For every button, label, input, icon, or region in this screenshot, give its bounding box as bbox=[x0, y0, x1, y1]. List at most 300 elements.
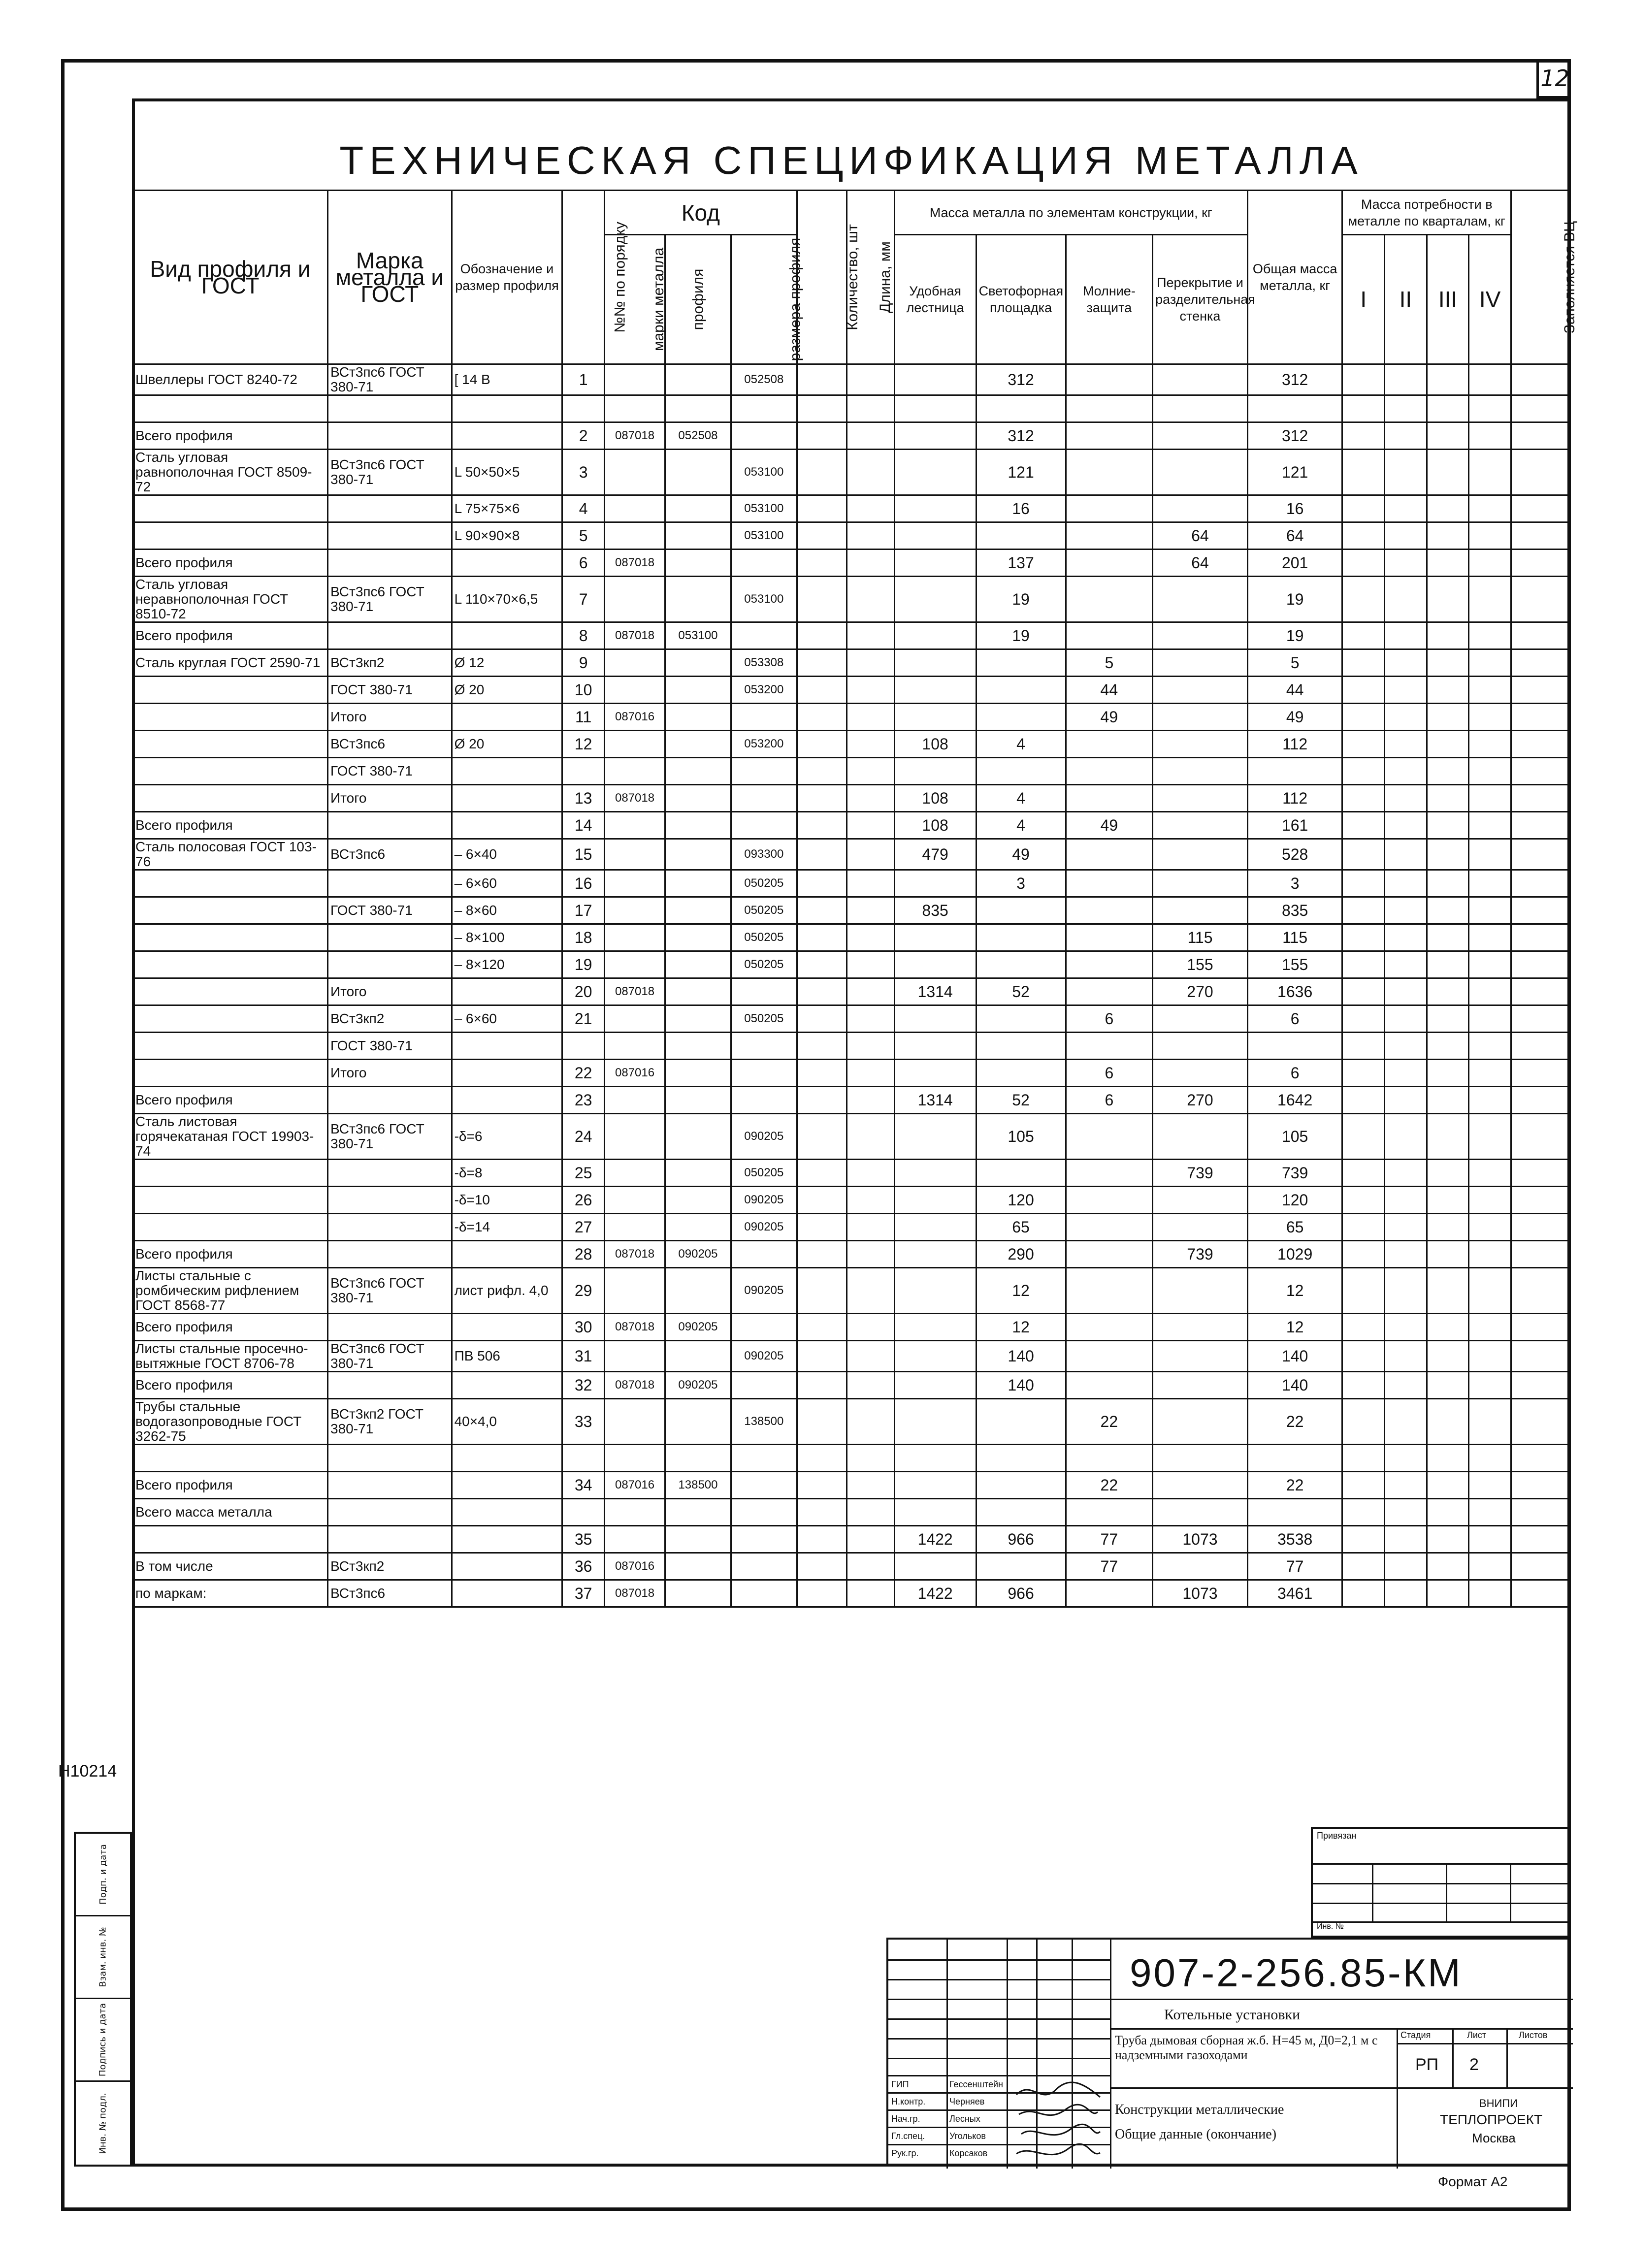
cell-nn: 26 bbox=[562, 1187, 605, 1214]
cell-s bbox=[976, 1033, 1066, 1060]
object-name: Котельные установки bbox=[1164, 2007, 1301, 2023]
cell-kp bbox=[665, 1341, 731, 1372]
cell-marka: Итого bbox=[328, 978, 452, 1005]
cell-marka bbox=[328, 522, 452, 550]
cell-o bbox=[1247, 1499, 1342, 1526]
cell-km: 087018 bbox=[604, 1580, 665, 1607]
cell-kp bbox=[665, 395, 731, 422]
cell-nn bbox=[562, 1499, 605, 1526]
inv-no-label: Инв. № bbox=[1317, 1922, 1344, 1931]
cell-vid: Сталь круглая ГОСТ 2590-71 bbox=[133, 649, 328, 677]
cell-s: 966 bbox=[976, 1526, 1066, 1553]
header-nn: №№ по порядку bbox=[562, 191, 605, 364]
cell-p bbox=[1153, 1472, 1248, 1499]
cell-empty bbox=[1342, 704, 1385, 731]
cell-marka: ВСт3пс6 ГОСТ 380-71 bbox=[328, 577, 452, 622]
cell-marka: ГОСТ 380-71 bbox=[328, 677, 452, 704]
cell-empty bbox=[1427, 1445, 1469, 1472]
cell-kp bbox=[665, 978, 731, 1005]
cell-empty bbox=[1427, 704, 1469, 731]
cell-empty bbox=[1511, 395, 1570, 422]
cell-empty bbox=[797, 577, 847, 622]
cell-m bbox=[1066, 577, 1153, 622]
cell-empty bbox=[1427, 1472, 1469, 1499]
cell-vid bbox=[133, 978, 328, 1005]
cell-km bbox=[604, 1114, 665, 1160]
cell-nn: 7 bbox=[562, 577, 605, 622]
cell-empty bbox=[1427, 731, 1469, 758]
cell-empty bbox=[1385, 677, 1427, 704]
cell-nn: 5 bbox=[562, 522, 605, 550]
table-row bbox=[133, 1005, 1570, 1033]
cell-s bbox=[976, 758, 1066, 785]
cell-vid: Всего профиля bbox=[133, 550, 328, 577]
cell-km bbox=[604, 839, 665, 870]
table-row bbox=[133, 978, 1570, 1005]
cell-empty bbox=[1385, 839, 1427, 870]
cell-empty bbox=[1469, 522, 1511, 550]
inventory-label: Н10214 bbox=[58, 1762, 117, 1781]
cell-vid bbox=[133, 924, 328, 951]
cell-nn: 16 bbox=[562, 870, 605, 897]
cell-kp bbox=[665, 550, 731, 577]
cell-m bbox=[1066, 1033, 1153, 1060]
cell-p bbox=[1153, 897, 1248, 924]
cell-u bbox=[894, 870, 976, 897]
cell-oboz: ПВ 506 bbox=[452, 1341, 562, 1372]
header-vid: Вид профиля и ГОСТ bbox=[133, 191, 328, 364]
cell-km: 087018 bbox=[604, 785, 665, 812]
cell-empty bbox=[1342, 951, 1385, 978]
cell-o: 3538 bbox=[1247, 1526, 1342, 1553]
cell-empty bbox=[1427, 1160, 1469, 1187]
cell-empty bbox=[1385, 1005, 1427, 1033]
cell-km bbox=[604, 1526, 665, 1553]
cell-empty bbox=[1427, 1399, 1469, 1445]
cell-o: 112 bbox=[1247, 785, 1342, 812]
cell-empty bbox=[1469, 577, 1511, 622]
cell-o bbox=[1247, 758, 1342, 785]
cell-empty bbox=[797, 924, 847, 951]
cell-nn bbox=[562, 758, 605, 785]
cell-km bbox=[604, 1214, 665, 1241]
cell-kp bbox=[665, 1160, 731, 1187]
cell-u bbox=[894, 1553, 976, 1580]
table-row bbox=[133, 395, 1570, 422]
cell-empty bbox=[797, 1399, 847, 1445]
cell-u bbox=[894, 1241, 976, 1268]
cell-empty bbox=[1342, 1499, 1385, 1526]
cell-empty bbox=[1511, 677, 1570, 704]
table-row bbox=[133, 550, 1570, 577]
cell-oboz: L 90×90×8 bbox=[452, 522, 562, 550]
cell-u: 108 bbox=[894, 812, 976, 839]
cell-empty bbox=[1427, 1214, 1469, 1241]
cell-km bbox=[604, 450, 665, 495]
cell-empty bbox=[1511, 704, 1570, 731]
cell-m: 77 bbox=[1066, 1526, 1153, 1553]
cell-km: 087018 bbox=[604, 1241, 665, 1268]
cell-nn: 35 bbox=[562, 1526, 605, 1553]
cell-s: 966 bbox=[976, 1580, 1066, 1607]
cell-o: 64 bbox=[1247, 522, 1342, 550]
cell-empty bbox=[1511, 924, 1570, 951]
cell-empty bbox=[1342, 649, 1385, 677]
cell-empty bbox=[847, 978, 894, 1005]
cell-m bbox=[1066, 1499, 1153, 1526]
cell-empty bbox=[797, 870, 847, 897]
cell-kp bbox=[665, 704, 731, 731]
cell-marka: ВСт3пс6 ГОСТ 380-71 bbox=[328, 450, 452, 495]
cell-empty bbox=[1342, 1214, 1385, 1241]
stadiya-value: РП bbox=[1415, 2055, 1439, 2074]
cell-o: 65 bbox=[1247, 1214, 1342, 1241]
cell-empty bbox=[1385, 951, 1427, 978]
cell-s bbox=[976, 951, 1066, 978]
cell-empty bbox=[1342, 1114, 1385, 1160]
cell-empty bbox=[797, 1187, 847, 1214]
cell-empty bbox=[1469, 924, 1511, 951]
cell-o: 835 bbox=[1247, 897, 1342, 924]
cell-s: 312 bbox=[976, 422, 1066, 450]
cell-nn: 1 bbox=[562, 364, 605, 395]
cell-empty bbox=[1427, 677, 1469, 704]
listov-label: Листов bbox=[1519, 2030, 1548, 2040]
cell-vid: Всего масса металла bbox=[133, 1499, 328, 1526]
cell-oboz: Ø 20 bbox=[452, 677, 562, 704]
cell-empty bbox=[1342, 1580, 1385, 1607]
cell-oboz: – 6×60 bbox=[452, 870, 562, 897]
cell-empty bbox=[847, 395, 894, 422]
cell-nn: 20 bbox=[562, 978, 605, 1005]
cell-empty bbox=[847, 1399, 894, 1445]
cell-p: 64 bbox=[1153, 522, 1248, 550]
cell-empty bbox=[1511, 1553, 1570, 1580]
cell-empty bbox=[1511, 422, 1570, 450]
cell-vid: Сталь листовая горячекатаная ГОСТ 19903-74 bbox=[133, 1114, 328, 1160]
cell-u bbox=[894, 1114, 976, 1160]
table-row bbox=[133, 577, 1570, 622]
cell-kr: 053100 bbox=[731, 577, 797, 622]
cell-o bbox=[1247, 1445, 1342, 1472]
cell-empty bbox=[1385, 924, 1427, 951]
cell-marka bbox=[328, 1314, 452, 1341]
cell-nn: 27 bbox=[562, 1214, 605, 1241]
cell-u: 108 bbox=[894, 785, 976, 812]
cell-marka bbox=[328, 1526, 452, 1553]
cell-s: 4 bbox=[976, 731, 1066, 758]
cell-empty bbox=[1385, 1060, 1427, 1087]
cell-nn bbox=[562, 395, 605, 422]
cell-km bbox=[604, 577, 665, 622]
spec-table bbox=[132, 190, 1578, 1608]
table-row bbox=[133, 1160, 1570, 1187]
cell-kr: 053200 bbox=[731, 731, 797, 758]
table-row bbox=[133, 1580, 1570, 1607]
cell-p bbox=[1153, 1314, 1248, 1341]
cell-marka: ВСт3кп2 bbox=[328, 1553, 452, 1580]
cell-kr: 053100 bbox=[731, 522, 797, 550]
cell-marka bbox=[328, 1214, 452, 1241]
cell-empty bbox=[1385, 550, 1427, 577]
cell-empty bbox=[1427, 1060, 1469, 1087]
table-row bbox=[133, 1087, 1570, 1114]
cell-marka bbox=[328, 1160, 452, 1187]
cell-vid bbox=[133, 870, 328, 897]
cell-empty bbox=[1385, 978, 1427, 1005]
cell-m: 6 bbox=[1066, 1087, 1153, 1114]
cell-nn: 23 bbox=[562, 1087, 605, 1114]
cell-o: 140 bbox=[1247, 1372, 1342, 1399]
org-line2: ТЕПЛОПРОЕКТ bbox=[1440, 2112, 1543, 2127]
cell-u bbox=[894, 364, 976, 395]
cell-empty bbox=[1469, 1005, 1511, 1033]
cell-empty bbox=[1427, 1187, 1469, 1214]
cell-p bbox=[1153, 1060, 1248, 1087]
cell-u bbox=[894, 577, 976, 622]
cell-km bbox=[604, 924, 665, 951]
cell-p bbox=[1153, 870, 1248, 897]
cell-oboz: Ø 12 bbox=[452, 649, 562, 677]
cell-u bbox=[894, 1499, 976, 1526]
cell-oboz: -δ=14 bbox=[452, 1214, 562, 1241]
table-row bbox=[133, 422, 1570, 450]
cell-marka bbox=[328, 1499, 452, 1526]
cell-p bbox=[1153, 812, 1248, 839]
cell-u bbox=[894, 1268, 976, 1314]
cell-u bbox=[894, 758, 976, 785]
cell-vid: Всего профиля bbox=[133, 622, 328, 649]
cell-empty bbox=[847, 677, 894, 704]
cell-empty bbox=[797, 364, 847, 395]
cell-u bbox=[894, 395, 976, 422]
cell-empty bbox=[847, 1060, 894, 1087]
cell-kp bbox=[665, 1399, 731, 1445]
cell-empty bbox=[847, 1499, 894, 1526]
cell-empty bbox=[1427, 1526, 1469, 1553]
cell-empty bbox=[847, 1087, 894, 1114]
cell-oboz bbox=[452, 550, 562, 577]
cell-s bbox=[976, 1399, 1066, 1445]
cell-nn: 8 bbox=[562, 622, 605, 649]
cell-nn: 34 bbox=[562, 1472, 605, 1499]
cell-kp bbox=[665, 495, 731, 522]
cell-kp bbox=[665, 649, 731, 677]
cell-u bbox=[894, 1341, 976, 1372]
cell-marka: ГОСТ 380-71 bbox=[328, 897, 452, 924]
cell-vid bbox=[133, 731, 328, 758]
cell-s bbox=[976, 522, 1066, 550]
cell-empty bbox=[797, 1005, 847, 1033]
cell-empty bbox=[847, 758, 894, 785]
cell-empty bbox=[1342, 1399, 1385, 1445]
cell-empty bbox=[1469, 1341, 1511, 1372]
cell-marka: ВСт3пс6 ГОСТ 380-71 bbox=[328, 1268, 452, 1314]
cell-vid bbox=[133, 1445, 328, 1472]
header-svetofor: Светофорная площадка bbox=[976, 235, 1066, 364]
cell-empty bbox=[1342, 364, 1385, 395]
table-row bbox=[133, 1214, 1570, 1241]
cell-marka bbox=[328, 1472, 452, 1499]
cell-empty bbox=[1469, 422, 1511, 450]
cell-km bbox=[604, 870, 665, 897]
header-dlina: Длина, мм bbox=[847, 191, 894, 364]
cell-m bbox=[1066, 622, 1153, 649]
cell-marka: ВСт3пс6 ГОСТ 380-71 bbox=[328, 364, 452, 395]
cell-empty bbox=[1469, 1553, 1511, 1580]
cell-p bbox=[1153, 450, 1248, 495]
cell-empty bbox=[1511, 622, 1570, 649]
cell-nn: 2 bbox=[562, 422, 605, 450]
strip-cell: Инв. № подл. bbox=[98, 2092, 108, 2154]
cell-marka: ВСт3кп2 bbox=[328, 649, 452, 677]
cell-oboz bbox=[452, 1499, 562, 1526]
cell-km bbox=[604, 1033, 665, 1060]
cell-kr bbox=[731, 1526, 797, 1553]
cell-empty bbox=[1511, 1087, 1570, 1114]
cell-empty bbox=[1511, 1341, 1570, 1372]
cell-kp bbox=[665, 1445, 731, 1472]
cell-s bbox=[976, 897, 1066, 924]
cell-empty bbox=[1342, 550, 1385, 577]
cell-u bbox=[894, 1005, 976, 1033]
cell-empty bbox=[1342, 495, 1385, 522]
cell-empty bbox=[847, 951, 894, 978]
cell-kr bbox=[731, 1580, 797, 1607]
cell-empty bbox=[1385, 812, 1427, 839]
cell-km bbox=[604, 812, 665, 839]
cell-km: 087018 bbox=[604, 422, 665, 450]
cell-empty bbox=[797, 1472, 847, 1499]
cell-empty bbox=[1511, 785, 1570, 812]
cell-empty bbox=[797, 495, 847, 522]
cell-km bbox=[604, 395, 665, 422]
cell-oboz bbox=[452, 1526, 562, 1553]
cell-empty bbox=[1469, 704, 1511, 731]
cell-p bbox=[1153, 395, 1248, 422]
cell-kr bbox=[731, 550, 797, 577]
cell-marka: Итого bbox=[328, 704, 452, 731]
cell-empty bbox=[797, 550, 847, 577]
cell-km bbox=[604, 1399, 665, 1445]
cell-marka bbox=[328, 951, 452, 978]
cell-empty bbox=[847, 731, 894, 758]
cell-oboz: 40×4,0 bbox=[452, 1399, 562, 1445]
cell-empty bbox=[847, 1372, 894, 1399]
cell-oboz: – 8×60 bbox=[452, 897, 562, 924]
cell-o: 77 bbox=[1247, 1553, 1342, 1580]
strip-cell: Взам. инв. № bbox=[76, 1916, 130, 1999]
cell-empty bbox=[1469, 1214, 1511, 1241]
cell-empty bbox=[797, 1160, 847, 1187]
cell-s: 290 bbox=[976, 1241, 1066, 1268]
cell-kp bbox=[665, 812, 731, 839]
cell-nn bbox=[562, 1033, 605, 1060]
cell-s: 12 bbox=[976, 1268, 1066, 1314]
cell-empty bbox=[1342, 785, 1385, 812]
cell-p bbox=[1153, 731, 1248, 758]
cell-empty bbox=[1427, 1087, 1469, 1114]
cell-o: 19 bbox=[1247, 577, 1342, 622]
cell-km: 087016 bbox=[604, 704, 665, 731]
table-row bbox=[133, 622, 1570, 649]
cell-u bbox=[894, 550, 976, 577]
cell-kp: 052508 bbox=[665, 422, 731, 450]
header-massa-elem: Масса металла по элементам конструкции, кг bbox=[894, 191, 1247, 235]
table-row bbox=[133, 1268, 1570, 1314]
cell-empty bbox=[1511, 1399, 1570, 1445]
cell-empty bbox=[847, 1341, 894, 1372]
cell-o: 16 bbox=[1247, 495, 1342, 522]
table-row bbox=[133, 1372, 1570, 1399]
cell-kr: 138500 bbox=[731, 1399, 797, 1445]
cell-kr bbox=[731, 812, 797, 839]
cell-kp bbox=[665, 951, 731, 978]
cell-nn: 4 bbox=[562, 495, 605, 522]
cell-vid: В том числе bbox=[133, 1553, 328, 1580]
cell-u bbox=[894, 1472, 976, 1499]
cell-empty bbox=[1427, 1241, 1469, 1268]
cell-p bbox=[1153, 1445, 1248, 1472]
cell-marka: ВСт3пс6 ГОСТ 380-71 bbox=[328, 1341, 452, 1372]
cell-kr: 090205 bbox=[731, 1268, 797, 1314]
cell-kp bbox=[665, 1580, 731, 1607]
cell-km bbox=[604, 1087, 665, 1114]
cell-empty bbox=[1342, 577, 1385, 622]
cell-kr bbox=[731, 422, 797, 450]
cell-empty bbox=[1385, 1499, 1427, 1526]
table-row bbox=[133, 1341, 1570, 1372]
table-row bbox=[133, 951, 1570, 978]
cell-empty bbox=[1342, 812, 1385, 839]
cell-m: 22 bbox=[1066, 1399, 1153, 1445]
cell-kr: 050205 bbox=[731, 870, 797, 897]
cell-kr bbox=[731, 1372, 797, 1399]
cell-oboz bbox=[452, 1060, 562, 1087]
cell-kp bbox=[665, 364, 731, 395]
cell-empty bbox=[1469, 1241, 1511, 1268]
cell-o: 140 bbox=[1247, 1341, 1342, 1372]
cell-m: 5 bbox=[1066, 649, 1153, 677]
cell-o: 120 bbox=[1247, 1187, 1342, 1214]
cell-kp bbox=[665, 1214, 731, 1241]
cell-s bbox=[976, 1472, 1066, 1499]
cell-empty bbox=[1342, 1341, 1385, 1372]
cell-s: 121 bbox=[976, 450, 1066, 495]
cell-oboz: -δ=6 bbox=[452, 1114, 562, 1160]
cell-vid bbox=[133, 1526, 328, 1553]
cell-u: 1422 bbox=[894, 1526, 976, 1553]
cell-s: 137 bbox=[976, 550, 1066, 577]
cell-u bbox=[894, 1314, 976, 1341]
cell-kp bbox=[665, 1553, 731, 1580]
cell-empty bbox=[1511, 577, 1570, 622]
cell-m bbox=[1066, 1160, 1153, 1187]
cell-vid bbox=[133, 1005, 328, 1033]
cell-nn: 37 bbox=[562, 1580, 605, 1607]
cell-empty bbox=[1511, 1526, 1570, 1553]
table-row bbox=[133, 677, 1570, 704]
cell-marka: Итого bbox=[328, 785, 452, 812]
cell-empty bbox=[1469, 1187, 1511, 1214]
cell-vid bbox=[133, 758, 328, 785]
cell-nn: 22 bbox=[562, 1060, 605, 1087]
cell-empty bbox=[1511, 758, 1570, 785]
cell-m bbox=[1066, 951, 1153, 978]
cell-s: 49 bbox=[976, 839, 1066, 870]
cell-empty bbox=[1342, 622, 1385, 649]
cell-u bbox=[894, 522, 976, 550]
